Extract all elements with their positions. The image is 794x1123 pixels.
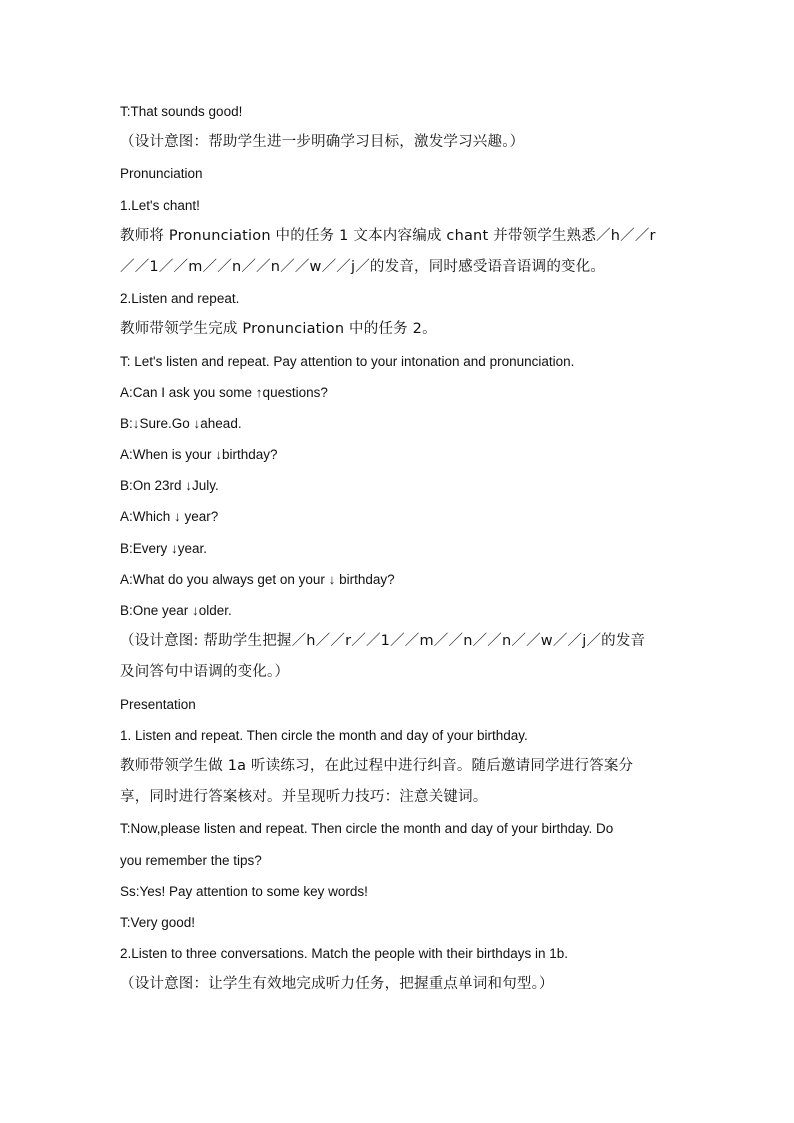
- dialogue-line: A:Can I ask you some ↑questions?: [120, 384, 328, 400]
- dialogue-line: B:↓Sure.Go ↓ahead.: [120, 415, 242, 431]
- task-heading: 1.Let's chant!: [120, 197, 200, 213]
- text-line: T: Let's listen and repeat. Pay attention to your intonation and pronunciation.: [120, 353, 575, 369]
- text-line: （设计意图: 帮助学生把握／h／／r／／1／／m／／n／／n／／w／／j／的发音: [120, 633, 646, 650]
- dialogue-line: B:One year ↓older.: [120, 603, 232, 618]
- text-line: （设计意图：让学生有效地完成听力任务，把握重点单词和句型。）: [120, 976, 554, 993]
- dialogue-line: A:When is your ↓birthday?: [120, 447, 278, 463]
- text-line: 教师带领学生做 1a 听读练习，在此过程中进行纠音。随后邀请同学进行答案分: [120, 757, 634, 774]
- text-line: T:That sounds good!: [120, 104, 243, 119]
- section-heading: Pronunciation: [120, 166, 203, 182]
- dialogue-line: B:Every ↓year.: [120, 540, 208, 556]
- task-heading: 2.Listen to three conversations. Match the people with their birthdays in 1b.: [120, 946, 569, 962]
- dialogue-line: you remember the tips?: [120, 852, 262, 868]
- text-line: 教师将 Pronunciation 中的任务 1 文本内容编成 chant 并带领学生熟悉／h／／r: [120, 227, 656, 244]
- dialogue-line: A:What do you always get on your ↓ birthday?: [120, 571, 395, 587]
- text-line: 教师带领学生完成 Pronunciation 中的任务 2。: [120, 321, 437, 338]
- dialogue-line: T:Very good!: [120, 914, 196, 930]
- text-line: 享，同时进行答案核对。并呈现听力技巧：注意关键词。: [120, 789, 488, 806]
- text-line: （设计意图：帮助学生进一步明确学习目标，激发学习兴趣。）: [120, 134, 525, 151]
- document-body: [120, 96, 680, 1000]
- dialogue-line: Ss:Yes! Pay attention to some key words!: [120, 883, 368, 899]
- task-heading: 1. Listen and repeat. Then circle the month and day of your birthday.: [120, 727, 528, 743]
- text-line: ／／1／／m／／n／／n／／w／／j／的发音，同时感受语音语调的变化。: [120, 258, 606, 275]
- dialogue-line: A:Which ↓ year?: [120, 509, 219, 525]
- text-line: 及问答句中语调的变化。）: [120, 664, 290, 681]
- dialogue-line: B:On 23rd ↓July.: [120, 478, 219, 494]
- dialogue-line: T:Now,please listen and repeat. Then circle the month and day of your birthday. Do: [120, 821, 614, 837]
- section-heading: Presentation: [120, 696, 196, 712]
- task-heading: 2.Listen and repeat.: [120, 291, 240, 307]
